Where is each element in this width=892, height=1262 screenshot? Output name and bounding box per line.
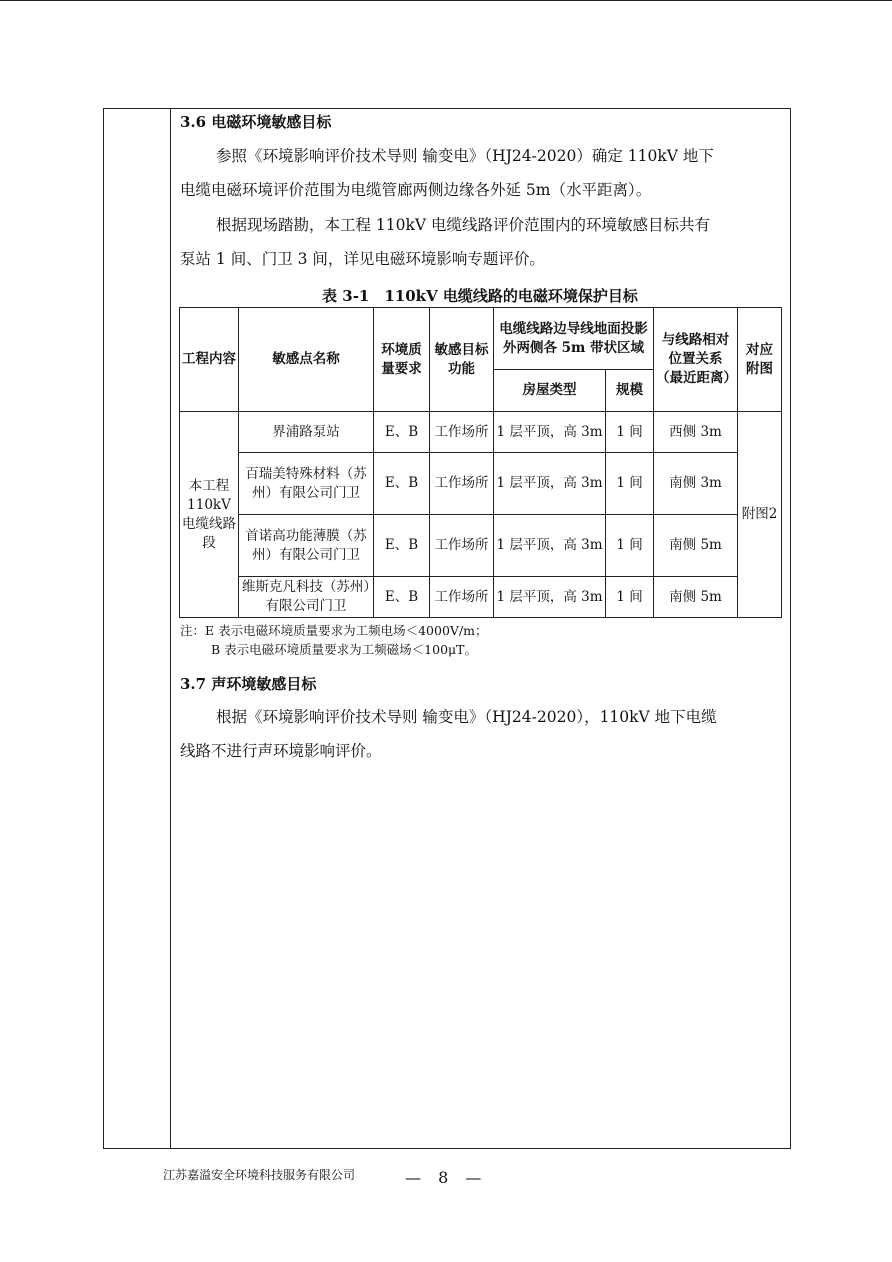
cell-scale: 1 间 bbox=[606, 453, 654, 515]
header-project: 工程内容 bbox=[180, 308, 239, 412]
header-zone: 电缆线路边导线地面投影外两侧各 5m 带状区域 bbox=[494, 308, 654, 370]
section-3-6-paragraph-2 bbox=[180, 208, 780, 276]
paragraph-line: 电缆电磁环境评价范围为电缆管廊两侧边缘各外延 5m（水平距离）。 bbox=[180, 181, 652, 199]
header-figure: 对应附图 bbox=[738, 308, 782, 412]
cell-quality: E、B bbox=[374, 412, 430, 453]
top-rule bbox=[0, 0, 892, 1]
table-row bbox=[180, 453, 782, 515]
protection-targets-table bbox=[179, 307, 782, 618]
table-note-1: 注：E 表示电磁环境质量要求为工频电场＜4000V/m； bbox=[180, 623, 488, 638]
paragraph-line: 根据《环境影响评价技术导则 输变电》（HJ24-2020），110kV 地下电缆 bbox=[216, 708, 717, 726]
header-house-type: 房屋类型 bbox=[494, 370, 606, 412]
cell-relation: 西侧 3m bbox=[654, 412, 738, 453]
section-3-7-heading: 3.7 声环境敏感目标 bbox=[180, 675, 317, 693]
cell-name: 百瑞美特殊材料（苏州）有限公司门卫 bbox=[239, 453, 374, 515]
cell-quality: E、B bbox=[374, 577, 430, 618]
section-3-6-heading: 3.6 电磁环境敏感目标 bbox=[180, 113, 332, 131]
cell-quality: E、B bbox=[374, 515, 430, 577]
table-row bbox=[180, 412, 782, 453]
paragraph-line: 线路不进行声环境影响评价。 bbox=[180, 742, 382, 760]
header-quality: 环境质量要求 bbox=[374, 308, 430, 412]
section-3-7-paragraph bbox=[180, 700, 780, 768]
cell-relation: 南侧 3m bbox=[654, 453, 738, 515]
cell-house: 1 层平顶，高 3m bbox=[494, 515, 606, 577]
cell-scale: 1 间 bbox=[606, 577, 654, 618]
cell-name: 维斯克凡科技（苏州）有限公司门卫 bbox=[239, 577, 374, 618]
cell-scale: 1 间 bbox=[606, 515, 654, 577]
cell-house: 1 层平顶，高 3m bbox=[494, 577, 606, 618]
cell-quality: E、B bbox=[374, 453, 430, 515]
footer-company: 江苏嘉溢安全环境科技服务有限公司 bbox=[163, 1168, 356, 1182]
table-note-2: B 表示电磁环境质量要求为工频磁场＜100μT。 bbox=[211, 642, 477, 657]
cell-function: 工作场所 bbox=[430, 515, 494, 577]
header-scale: 规模 bbox=[606, 370, 654, 412]
cell-relation: 南侧 5m bbox=[654, 577, 738, 618]
cell-house: 1 层平顶，高 3m bbox=[494, 453, 606, 515]
figure-cell: 附图2 bbox=[738, 412, 782, 618]
paragraph-line: 泵站 1 间、门卫 3 间，详见电磁环境影响专题评价。 bbox=[180, 250, 545, 268]
cell-relation: 南侧 5m bbox=[654, 515, 738, 577]
cell-scale: 1 间 bbox=[606, 412, 654, 453]
table-row bbox=[180, 577, 782, 618]
cell-function: 工作场所 bbox=[430, 412, 494, 453]
table-caption: 表 3-1 110kV 电缆线路的电磁环境保护目标 bbox=[322, 287, 638, 305]
cell-function: 工作场所 bbox=[430, 577, 494, 618]
header-function: 敏感目标功能 bbox=[430, 308, 494, 412]
section-3-6-paragraph-1 bbox=[180, 139, 780, 207]
frame-left-column-divider bbox=[170, 109, 171, 1148]
paragraph-line: 根据现场踏勘，本工程 110kV 电缆线路评价范围内的环境敏感目标共有 bbox=[216, 216, 711, 234]
header-name: 敏感点名称 bbox=[239, 308, 374, 412]
cell-function: 工作场所 bbox=[430, 453, 494, 515]
cell-name: 首诺高功能薄膜（苏州）有限公司门卫 bbox=[239, 515, 374, 577]
table-row bbox=[180, 515, 782, 577]
cell-name: 界浦路泵站 bbox=[239, 412, 374, 453]
project-cell: 本工程110kV电缆线路段 bbox=[180, 412, 239, 618]
paragraph-line: 参照《环境影响评价技术导则 输变电》（HJ24-2020）确定 110kV 地下 bbox=[216, 147, 714, 165]
cell-house: 1 层平顶，高 3m bbox=[494, 412, 606, 453]
header-relation: 与线路相对位置关系（最近距离） bbox=[654, 308, 738, 412]
page-number: — 8 — bbox=[405, 1168, 488, 1187]
